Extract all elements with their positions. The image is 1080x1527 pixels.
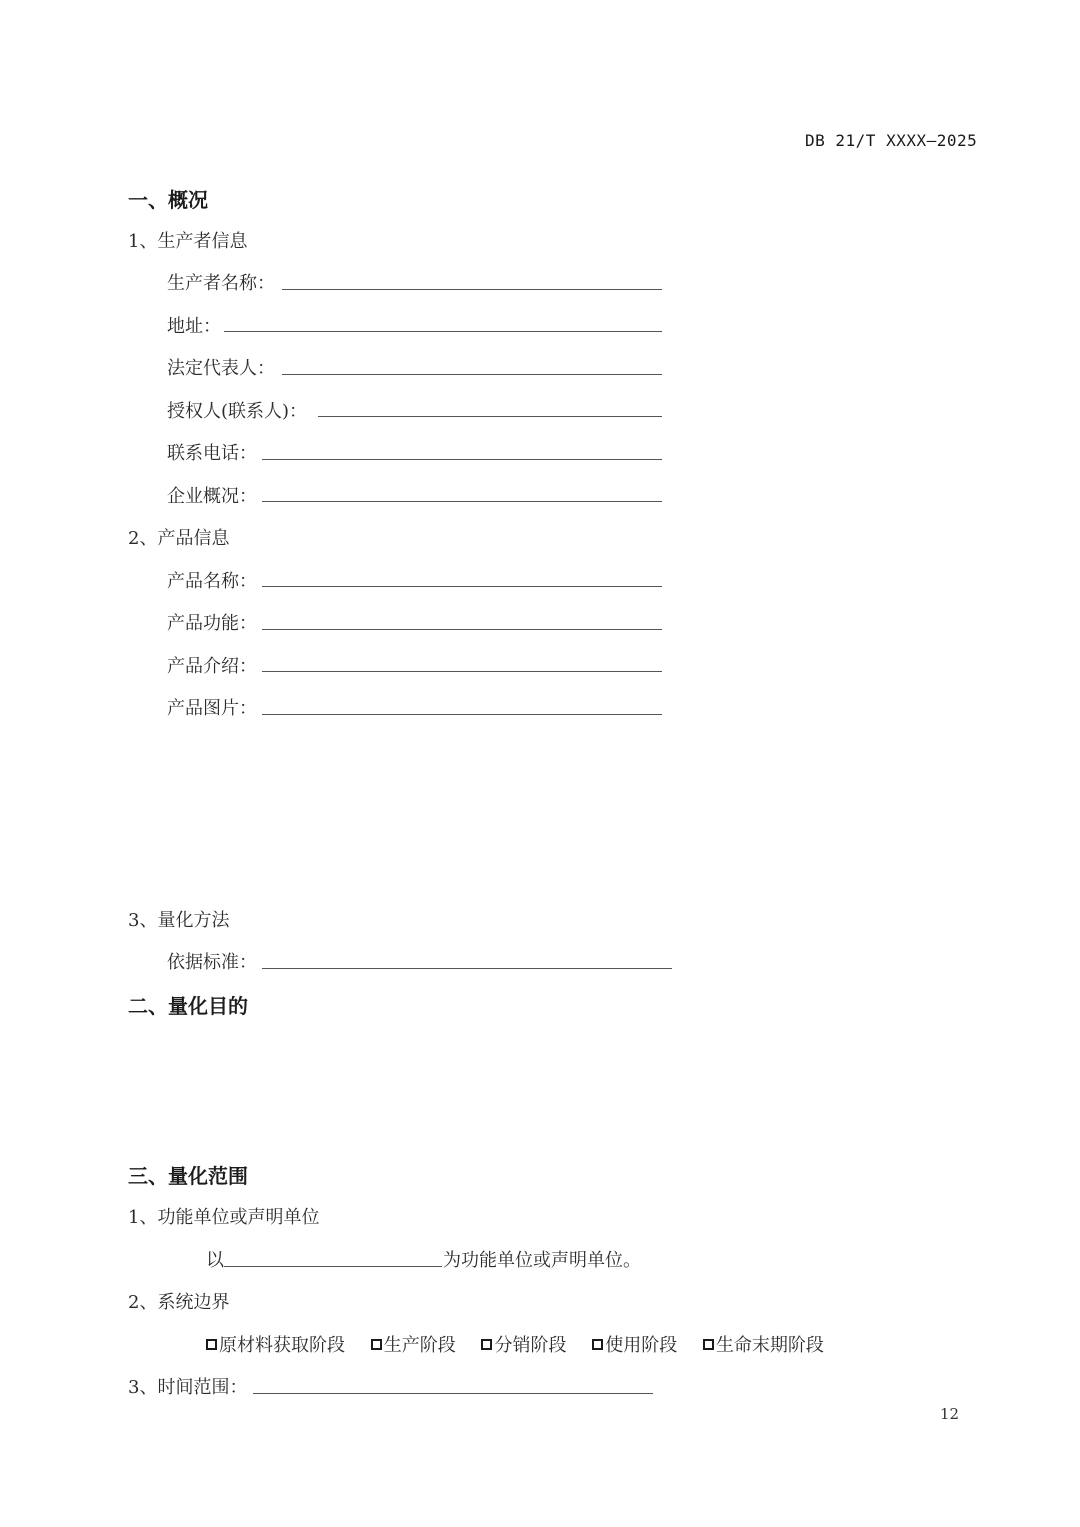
standard-basis-field[interactable]: [262, 968, 672, 969]
subsection-title-method: 3、量化方法: [128, 910, 230, 931]
checkbox-icon[interactable]: [371, 1339, 382, 1350]
section-title-overview: 一、概况: [128, 188, 208, 212]
boundary-option-label: 使用阶段: [605, 1335, 678, 1356]
company-overview-label: 企业概况：: [167, 486, 257, 507]
boundary-option-label: 生产阶段: [383, 1335, 456, 1356]
page-number: 12: [940, 1405, 960, 1423]
system-boundary-options: [206, 1331, 844, 1357]
contact-person-label: 授权人(联系人)：: [167, 401, 308, 422]
subsection-title-functional-unit: 1、功能单位或声明单位: [128, 1207, 320, 1228]
address-field[interactable]: [224, 331, 662, 332]
boundary-option-label: 分销阶段: [494, 1335, 567, 1356]
product-function-label: 产品功能：: [167, 613, 257, 634]
product-intro-label: 产品介绍：: [167, 656, 257, 677]
boundary-option-use[interactable]: [592, 1331, 677, 1357]
standard-basis-label: 依据标准：: [167, 952, 257, 973]
checkbox-icon[interactable]: [592, 1339, 603, 1350]
boundary-option-label: 原材料获取阶段: [219, 1335, 345, 1356]
product-name-label: 产品名称：: [167, 571, 257, 592]
legal-rep-field[interactable]: [282, 374, 662, 375]
boundary-option-production[interactable]: [371, 1331, 456, 1357]
product-image-label: 产品图片：: [167, 698, 257, 719]
standard-code: DB 21/T XXXX—2025: [805, 131, 978, 150]
address-label: 地址：: [167, 316, 221, 337]
time-range-field[interactable]: [253, 1393, 653, 1394]
boundary-option-raw-material[interactable]: [206, 1331, 345, 1357]
section-title-purpose: 二、量化目的: [128, 994, 248, 1018]
boundary-option-distribution[interactable]: [481, 1331, 566, 1357]
producer-name-label: 生产者名称：: [167, 273, 275, 294]
product-intro-field[interactable]: [262, 671, 662, 672]
section-title-scope: 三、量化范围: [128, 1164, 248, 1188]
contact-person-field[interactable]: [318, 416, 662, 417]
subsection-title-system-boundary: 2、系统边界: [128, 1292, 230, 1313]
product-function-field[interactable]: [262, 629, 662, 630]
checkbox-icon[interactable]: [481, 1339, 492, 1350]
time-range-label: 3、时间范围：: [128, 1377, 248, 1398]
phone-field[interactable]: [262, 459, 662, 460]
company-overview-field[interactable]: [262, 501, 662, 502]
functional-unit-suffix: 为功能单位或声明单位。: [443, 1250, 641, 1271]
subsection-title-producer: 1、生产者信息: [128, 231, 248, 252]
phone-label: 联系电话：: [167, 443, 257, 464]
product-image-field[interactable]: [262, 714, 662, 715]
checkbox-icon[interactable]: [206, 1339, 217, 1350]
subsection-title-product: 2、产品信息: [128, 528, 230, 549]
boundary-option-end-of-life[interactable]: [703, 1331, 824, 1357]
functional-unit-field[interactable]: [224, 1266, 442, 1267]
boundary-option-label: 生命末期阶段: [715, 1335, 824, 1356]
producer-name-field[interactable]: [282, 289, 662, 290]
legal-rep-label: 法定代表人：: [167, 358, 275, 379]
functional-unit-prefix: 以: [206, 1250, 224, 1271]
product-name-field[interactable]: [262, 586, 662, 587]
checkbox-icon[interactable]: [703, 1339, 714, 1350]
